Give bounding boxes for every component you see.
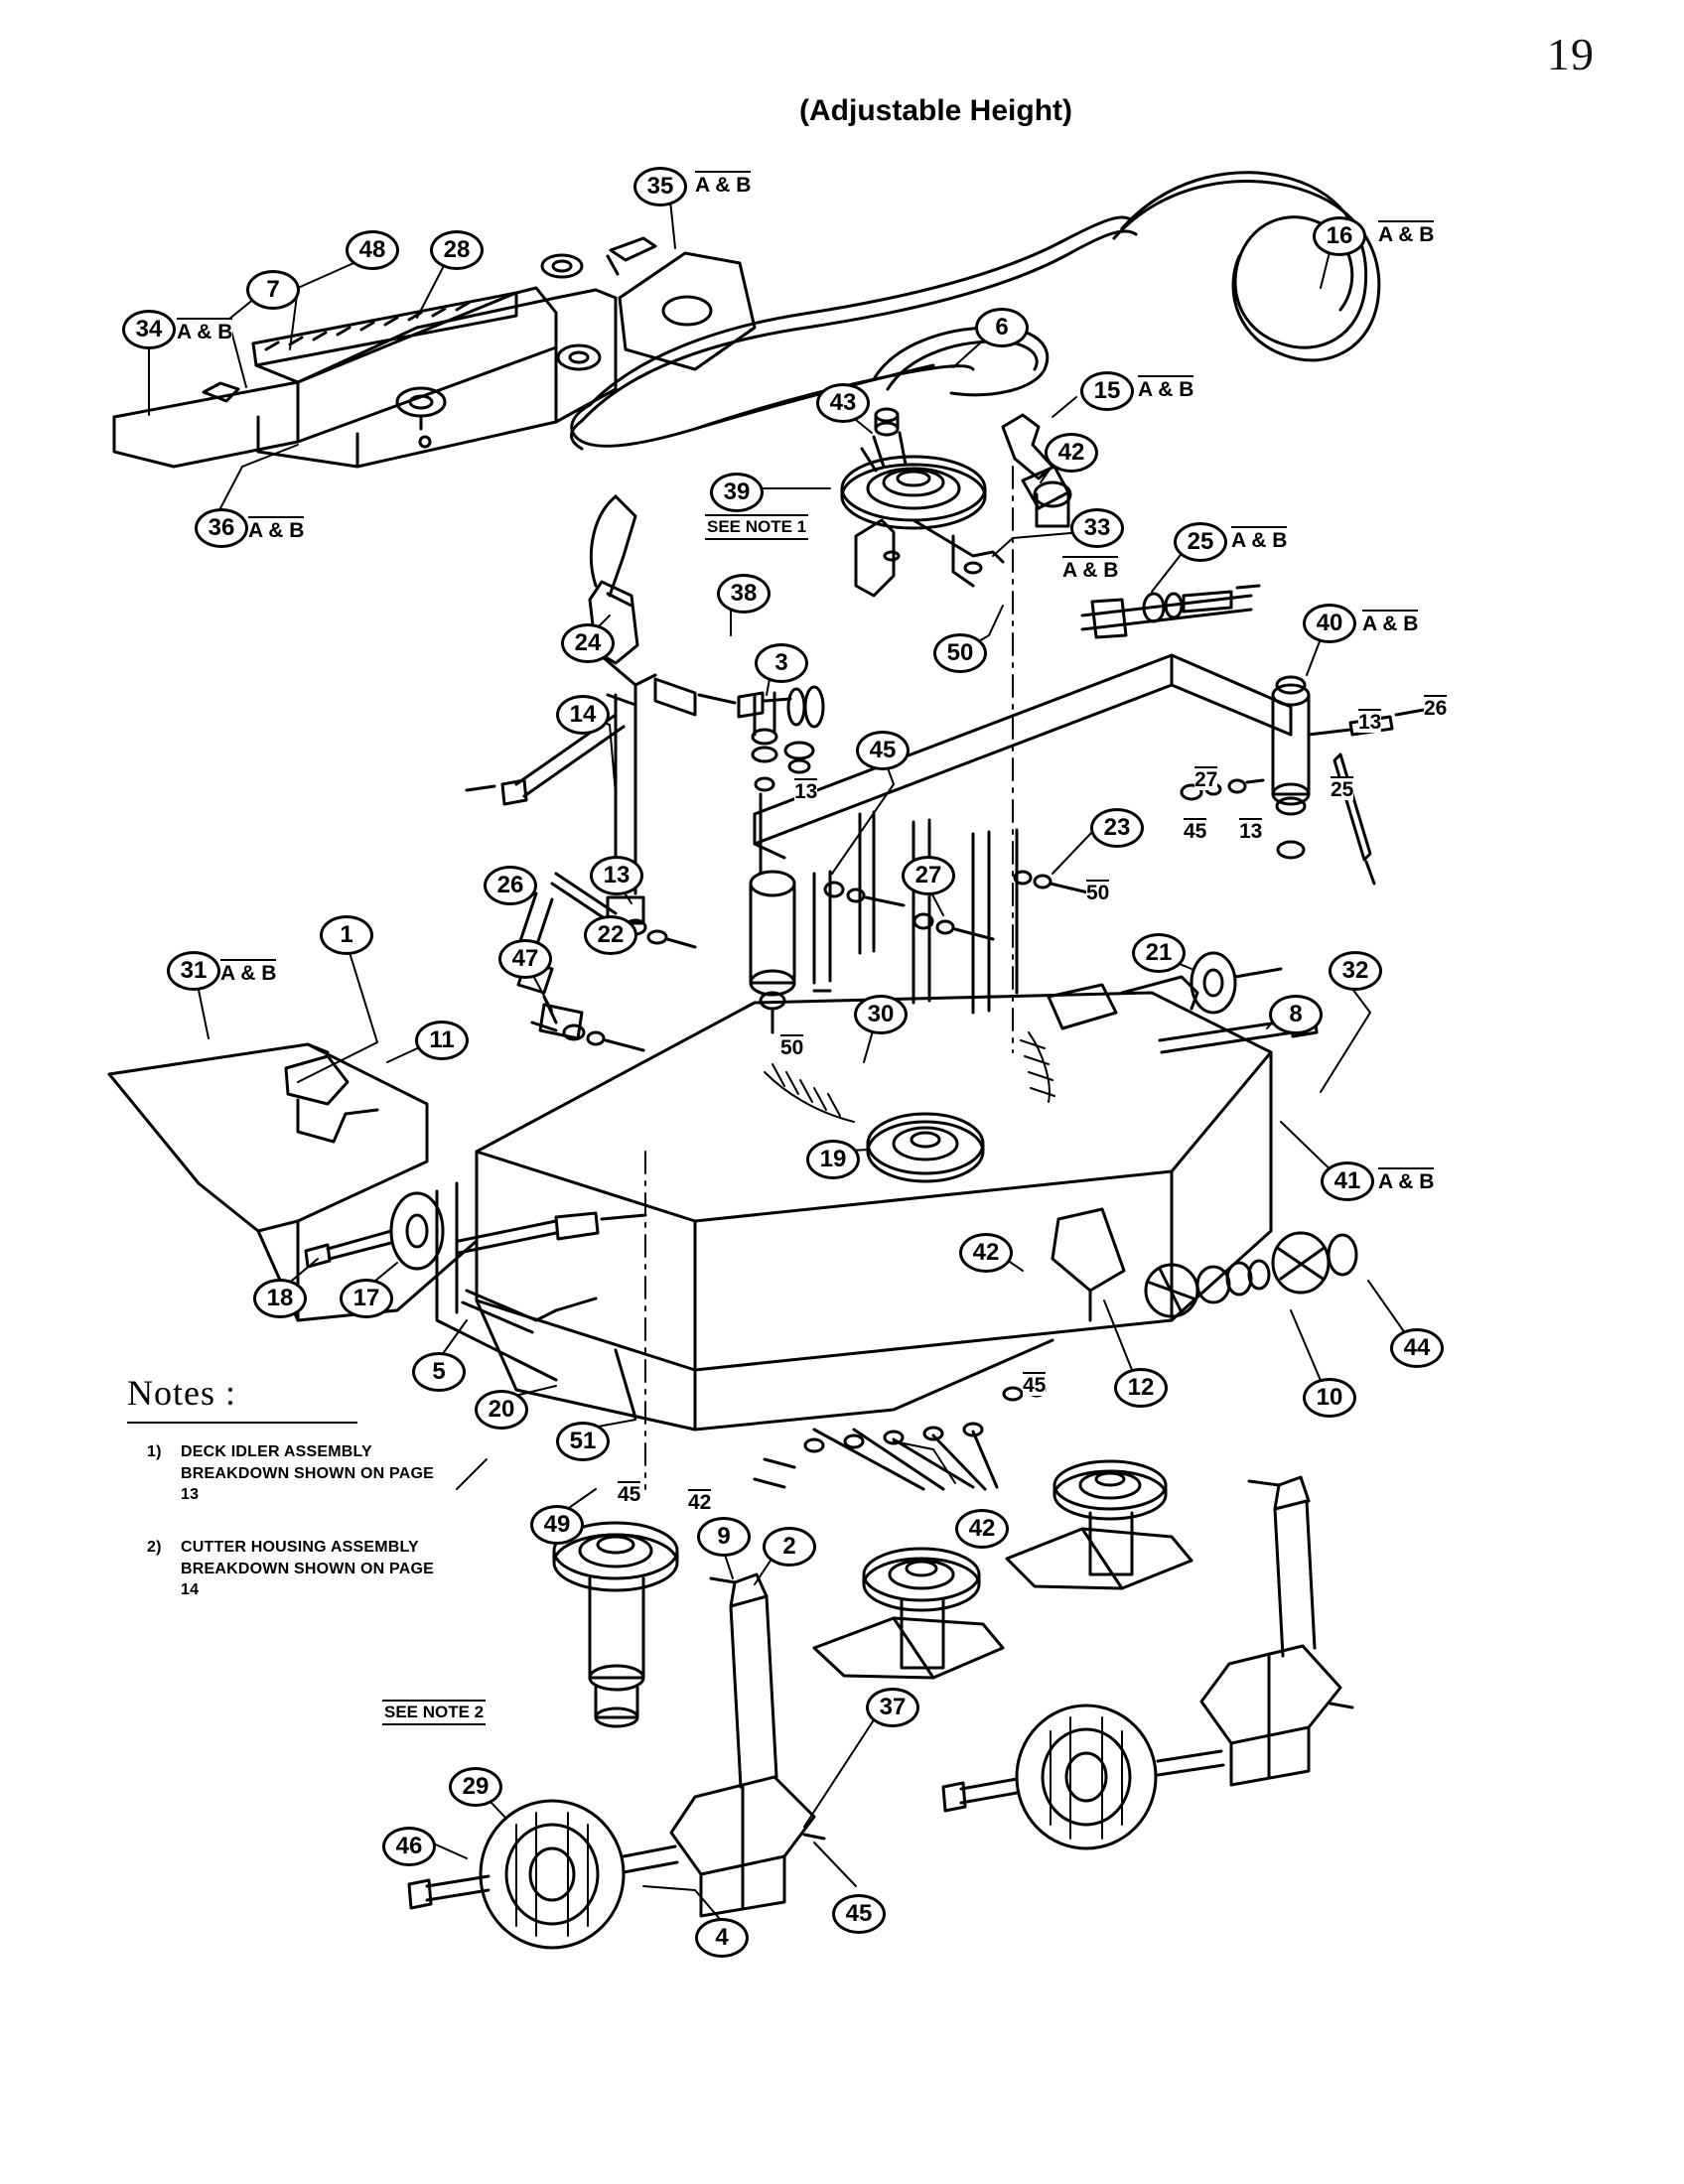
callout-label: 45 [845, 1900, 873, 1927]
callout-label: 15 [1093, 377, 1121, 404]
callout-16[interactable] [1313, 216, 1366, 256]
note-item-1-number: 1) [147, 1443, 162, 1460]
note-item-2-text: CUTTER HOUSING ASSEMBLY BREAKDOWN SHOWN ON PAGE 14 [181, 1539, 434, 1599]
callout-21[interactable] [1132, 933, 1186, 973]
callout-label: 7 [266, 276, 280, 303]
callout-1[interactable] [320, 915, 373, 955]
callout-38[interactable] [717, 574, 771, 614]
ab-label-41: A & B [1378, 1167, 1434, 1193]
callout-42-bottom[interactable] [955, 1509, 1009, 1549]
ab-label-15: A & B [1138, 375, 1193, 401]
callout-label: 45 [869, 737, 897, 763]
plain-number-45d: 45 [618, 1483, 641, 1506]
callout-label: 35 [646, 173, 674, 200]
callout-18[interactable] [253, 1279, 307, 1318]
see-note-1-ref: SEE NOTE 1 [705, 514, 808, 540]
callout-42-top[interactable] [1045, 433, 1098, 473]
callout-label: 11 [429, 1026, 455, 1053]
callout-42-mid[interactable] [959, 1233, 1013, 1273]
callout-label: 19 [819, 1146, 847, 1172]
callout-35[interactable] [633, 167, 687, 206]
callout-46[interactable] [382, 1827, 436, 1866]
callout-label: 34 [135, 316, 163, 342]
callout-29[interactable] [449, 1767, 502, 1807]
callout-label: 47 [511, 945, 539, 972]
callout-label: 37 [879, 1694, 907, 1720]
callout-43[interactable] [816, 383, 870, 423]
callout-label: 10 [1316, 1384, 1343, 1411]
callout-label: 26 [496, 872, 524, 898]
ab-label-25: A & B [1231, 526, 1287, 552]
plain-number-25b: 25 [1331, 778, 1354, 801]
ab-label-16: A & B [1378, 220, 1434, 246]
callout-19[interactable] [806, 1140, 860, 1179]
callout-label: 31 [180, 957, 208, 984]
page-number: 19 [1547, 29, 1595, 79]
callout-34[interactable] [122, 310, 176, 349]
notes-divider [127, 1422, 357, 1424]
ab-label-35: A & B [695, 171, 751, 197]
callout-5[interactable] [412, 1352, 466, 1392]
callout-label: 8 [1289, 1001, 1303, 1027]
callout-25-upper[interactable] [1174, 522, 1227, 562]
see-note-2-ref: SEE NOTE 2 [382, 1700, 486, 1725]
callout-label: 51 [569, 1428, 597, 1454]
callout-label: 49 [543, 1511, 571, 1538]
callout-label: 24 [574, 629, 602, 656]
callout-label: 13 [603, 862, 631, 888]
callout-label: 16 [1326, 222, 1353, 249]
plain-number-26b: 26 [1424, 697, 1448, 720]
plain-number-45e: 45 [1023, 1374, 1047, 1397]
callout-label: 42 [968, 1515, 996, 1542]
plain-number-13c: 13 [1239, 820, 1263, 843]
callout-22[interactable] [584, 915, 637, 955]
notes-heading: Notes : [127, 1373, 236, 1413]
callout-30[interactable] [854, 995, 908, 1034]
callout-label: 27 [914, 862, 942, 888]
plain-number-42d: 42 [688, 1491, 712, 1514]
note-item-1-text: DECK IDLER ASSEMBLY BREAKDOWN SHOWN ON PAGE 13 [181, 1443, 434, 1504]
callout-label: 48 [358, 236, 386, 263]
callout-15[interactable] [1080, 371, 1134, 411]
callout-31[interactable] [167, 951, 220, 991]
callout-label: 4 [715, 1924, 729, 1951]
callout-33[interactable] [1070, 508, 1124, 548]
callout-label: 2 [782, 1533, 796, 1560]
callout-label: 46 [395, 1833, 423, 1859]
callout-label: 30 [867, 1001, 895, 1027]
callout-12[interactable] [1114, 1368, 1168, 1408]
callout-label: 3 [774, 649, 788, 676]
callout-23[interactable] [1090, 808, 1144, 848]
callout-9[interactable] [697, 1517, 751, 1557]
callout-label: 25 [1187, 528, 1214, 555]
callout-label: 43 [829, 389, 857, 416]
callout-label: 41 [1333, 1167, 1361, 1194]
page-title: (Adjustable Height) [799, 94, 1072, 127]
plain-number-45c: 45 [1184, 820, 1207, 843]
callout-label: 23 [1103, 814, 1131, 841]
callout-label: 5 [432, 1358, 446, 1385]
note-item-1 [147, 1441, 454, 1506]
callout-3[interactable] [755, 643, 808, 683]
callout-label: 14 [569, 701, 597, 728]
callout-39[interactable] [710, 473, 764, 512]
callout-label: 42 [1057, 439, 1085, 466]
callout-17[interactable] [340, 1279, 393, 1318]
callout-label: 29 [462, 1773, 490, 1800]
callout-6[interactable] [975, 308, 1029, 347]
callout-7[interactable] [246, 270, 300, 310]
callout-4[interactable] [695, 1918, 749, 1958]
callout-50-upper[interactable] [933, 633, 987, 673]
callout-44[interactable] [1390, 1328, 1444, 1368]
ab-label-31: A & B [220, 959, 276, 985]
callout-label: 44 [1403, 1334, 1431, 1361]
callout-45-upper[interactable] [856, 731, 910, 770]
callout-28[interactable] [430, 230, 484, 270]
callout-label: 22 [597, 921, 625, 948]
callout-label: 18 [266, 1285, 294, 1311]
callout-label: 12 [1127, 1374, 1155, 1401]
callout-14[interactable] [556, 695, 610, 735]
callout-label: 21 [1145, 939, 1173, 966]
callout-label: 20 [488, 1396, 515, 1423]
plain-number-27b: 27 [1194, 768, 1218, 791]
callout-13-left[interactable] [590, 856, 643, 895]
callout-40[interactable] [1303, 604, 1356, 643]
callout-label: 36 [208, 514, 235, 541]
callout-11[interactable] [415, 1021, 469, 1060]
callout-8[interactable] [1269, 995, 1323, 1034]
callout-label: 38 [730, 580, 758, 607]
callout-label: 39 [723, 478, 751, 505]
callout-37[interactable] [866, 1688, 919, 1727]
ab-label-33: A & B [1062, 556, 1118, 582]
callout-label: 6 [995, 314, 1009, 341]
callout-47[interactable] [498, 939, 552, 979]
callout-27-center[interactable] [902, 856, 955, 895]
callout-label: 40 [1316, 610, 1343, 636]
callout-label: 42 [972, 1239, 1000, 1266]
callout-label: 17 [352, 1285, 380, 1311]
callout-label: 32 [1341, 957, 1369, 984]
plain-number-13b: 13 [1358, 711, 1382, 734]
note-item-2-number: 2) [147, 1539, 162, 1556]
callout-41[interactable] [1321, 1161, 1374, 1201]
note-item-2 [147, 1537, 454, 1601]
callout-32[interactable] [1329, 951, 1382, 991]
callout-2[interactable] [763, 1527, 816, 1567]
callout-label: 50 [946, 639, 974, 666]
callout-label: 1 [340, 921, 353, 948]
callout-45-bottom[interactable] [832, 1894, 886, 1934]
callout-49[interactable] [530, 1505, 584, 1545]
callout-label: 9 [717, 1523, 731, 1550]
callout-label: 28 [443, 236, 471, 263]
ab-label-40: A & B [1362, 610, 1418, 635]
callout-label: 33 [1083, 514, 1111, 541]
plain-number-50c: 50 [780, 1036, 804, 1059]
plain-number-50b: 50 [1086, 882, 1110, 904]
callout-36[interactable] [195, 508, 248, 548]
plain-number-13a: 13 [794, 780, 818, 803]
callout-51[interactable] [556, 1422, 610, 1461]
callout-26-left[interactable] [484, 866, 537, 905]
callout-24[interactable] [561, 623, 615, 663]
ab-label-34: A & B [177, 318, 232, 343]
callout-20[interactable] [475, 1390, 528, 1430]
callout-10[interactable] [1303, 1378, 1356, 1418]
ab-label-36: A & B [248, 516, 304, 542]
callout-48[interactable] [346, 230, 399, 270]
